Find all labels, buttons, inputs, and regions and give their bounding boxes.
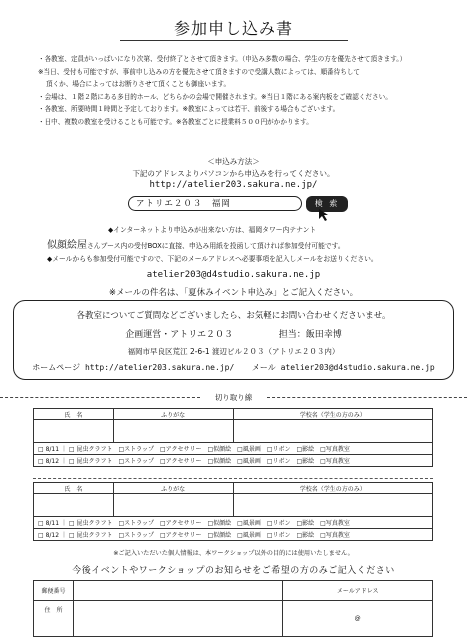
options-0812[interactable]: □ 8/12 ｜ □ 昆虫クラフト □ストラップ □アクセサリー □似顔絵 □風景画 □リボン □影絵 □写真教室 <box>34 455 433 467</box>
newsletter-form <box>33 580 433 637</box>
contact-email[interactable]: atelier203@d4studio.sakura.ne.jp <box>146 270 321 280</box>
search-button[interactable]: 検 索 <box>306 196 348 212</box>
contact-intro: 各教室についてご質問などございましたら、お気軽にお問い合わせくださいませ。 <box>76 311 391 321</box>
note-capacity: ・各教室、定員がいっぱいになり次第、受付終了とさせて頂きます。（申込み多数の場合、学生の方を優先させて頂きます。） <box>38 55 407 63</box>
options-0812[interactable]: □ 8/12 ｜ □ 昆虫クラフト □ストラップ □アクセサリー □似顔絵 □風景画 □リボン □影絵 □写真教室 <box>34 529 433 541</box>
note-sameday: ※当日、受付も可能ですが、事前申し込みの方を優先させて頂きますので受講人数によっては、順番待ちして <box>38 67 361 76</box>
page-title: 参加申し込み書 <box>173 19 293 38</box>
organizer: 企画運営・アトリエ２０３ <box>125 330 234 340</box>
furigana-header: ふりがな <box>113 483 233 494</box>
name-header: 氏 名 <box>34 409 114 420</box>
options-0811[interactable]: □ 8/11 ｜ □ 昆虫クラフト □ストラップ □アクセサリー □似顔絵 □風景画 □リボン □影絵 □写真教室 <box>34 517 433 529</box>
school-header: 学校名（学生の方のみ） <box>233 409 433 420</box>
note-sameday-cont: 頂くか、場合によってはお断りさせて頂くことも御座います。 <box>46 80 231 89</box>
contact-mail[interactable]: メール atelier203@d4studio.sakura.ne.jp <box>251 363 435 372</box>
email-label: メールアドレス <box>283 581 433 601</box>
application-form-1 <box>33 408 433 467</box>
furigana-header: ふりがな <box>113 409 233 420</box>
search-input[interactable]: アトリエ２０３ 福岡 <box>128 196 302 211</box>
form-separator <box>33 478 433 479</box>
note-duration: ・各教室、所要時間１時間と予定しております。※教室によっては若干、前後する場合もございます。 <box>38 105 340 114</box>
site-url[interactable]: http://atelier203.sakura.ne.jp/ <box>149 180 318 190</box>
school-field[interactable] <box>233 420 433 443</box>
method-intro: 下記のアドレスよりパソコンから申込みを行ってください。 <box>132 169 335 178</box>
homepage[interactable]: ホームページ http://atelier203.sakura.ne.jp/ <box>32 363 235 372</box>
cut-line <box>0 392 467 402</box>
furigana-field[interactable] <box>113 420 233 443</box>
email-field[interactable] <box>283 601 433 637</box>
name-field[interactable] <box>34 420 114 443</box>
contact-organizer-row <box>14 327 453 340</box>
contact-box <box>13 300 454 380</box>
notes-list <box>38 53 458 129</box>
name-header: 氏 名 <box>34 483 114 494</box>
privacy-note: ※ご記入いただいた個人情報は、本ワークショップ以外の目的には使用いたしません。 <box>113 550 354 557</box>
internet-note-1: ◆インターネットより申込みが出来ない方は、福岡タワー内テナント <box>108 226 317 234</box>
internet-note-2-text: さんブース内の受付BOXに直接、申込み用紙を投函して頂ければ参加受付可能です。 <box>87 242 345 250</box>
postal-field[interactable] <box>73 581 282 601</box>
newsletter-title: 今後イベントやワークショップのお知らせをご希望の方のみご記入ください <box>72 566 395 576</box>
school-header: 学校名（学生の方のみ） <box>233 483 433 494</box>
mail-note: ◆メールからも参加受付可能ですので、下記のメールアドレスへ必要事項を記入しメールをお送りください。 <box>47 255 378 263</box>
method-heading: ＜申込み方法＞ <box>207 157 260 166</box>
contact-address: 福岡市早良区荒江 2-6-1 渡辺ビル２０３（アトリエ２０３内） <box>127 347 340 356</box>
postal-label: 郵便番号 <box>34 581 74 601</box>
school-field[interactable] <box>233 494 433 517</box>
contact-web-row <box>14 362 453 373</box>
address-label: 住 所 <box>34 601 74 637</box>
options-0811[interactable]: □ 8/11 ｜ □ 昆虫クラフト □ストラップ □アクセサリー □似顔絵 □風景画 □リボン □影絵 □写真教室 <box>34 443 433 455</box>
person-in-charge: 担当：飯田幸博 <box>278 330 342 340</box>
address-field[interactable] <box>73 601 282 637</box>
note-venue: ・会場は、１階２階にある多目的ホール、どちらかの会場で開催されます。※当日１階にある案内板をご確認ください。 <box>38 92 392 101</box>
name-field[interactable] <box>34 494 114 517</box>
internet-note-2 <box>47 236 345 251</box>
application-form-2 <box>33 482 433 541</box>
furigana-field[interactable] <box>113 494 233 517</box>
at-sign: @ <box>354 615 361 622</box>
subject-note: ※メールの件名は、「夏休みイベント申込み」とご記入ください。 <box>108 288 359 298</box>
title-underline <box>120 40 348 41</box>
cut-label: 切り取り線 <box>214 393 253 402</box>
cursor-arrow-icon <box>318 207 332 226</box>
shop-name: 似顔絵屋 <box>47 240 87 251</box>
note-multiple: ・日中、複数の教室を受けることも可能です。※各教室ごとに授業料５００円がかかります。 <box>38 117 313 126</box>
